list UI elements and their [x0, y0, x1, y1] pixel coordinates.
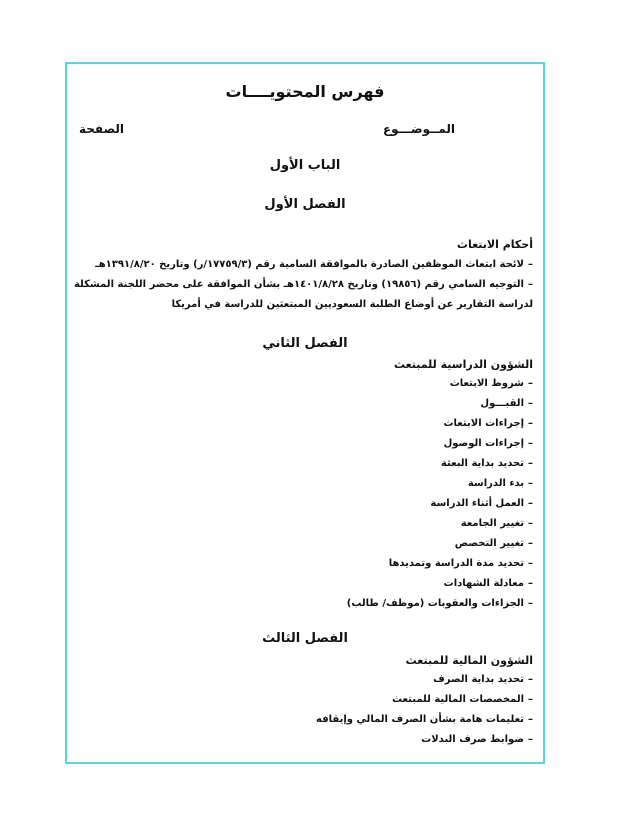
toc-item-label: تغيير التخصص: [454, 538, 524, 549]
chapter-heading: الفصل الثالث: [262, 631, 348, 646]
toc-item-label: الجزاءات والعقوبات (موظف/ طالب): [346, 598, 524, 609]
toc-item-label: القبـــول: [480, 398, 524, 409]
dash: –: [528, 438, 533, 449]
dash: –: [528, 279, 533, 290]
toc-item-label: لائحة ابتعاث الموظفين الصادرة بالموافقة السامية رقم (١٧٧٥٩/٣/ر) وتاريخ ١٣٩١/٨/٢٠هـ: [95, 259, 524, 270]
toc-item: [444, 578, 533, 589]
toc-item-label: تحديد بداية الصرف: [433, 674, 524, 685]
toc-item-continuation: [172, 299, 533, 310]
toc-item-label: تحديد مدة الدراسة وتمديدها: [388, 558, 524, 569]
dash: –: [528, 259, 533, 270]
toc-item: [392, 694, 533, 705]
dash: –: [528, 538, 533, 549]
dash: –: [528, 498, 533, 509]
page-frame: [65, 62, 545, 764]
page-title: فهرس المحتويــــات: [225, 82, 385, 101]
toc-item-label: شروط الابتعاث: [449, 378, 524, 389]
dash: –: [528, 558, 533, 569]
section-heading: الشؤون المالية للمبتعث: [405, 654, 533, 667]
dash: –: [528, 378, 533, 389]
toc-item-label: تحديد بداية البعثة: [440, 458, 524, 469]
toc-item: [468, 478, 533, 489]
section-heading: أحكام الابتعاث: [456, 238, 533, 251]
toc-item-label: تعليمات هامة بشأن الصرف المالي وإيقافه: [316, 714, 524, 725]
toc-item-label: تغيير الجامعة: [460, 518, 524, 529]
toc-item-label: إجراءات الابتعاث: [443, 418, 524, 429]
dash: –: [528, 578, 533, 589]
toc-item-label: ضوابط صرف البدلات: [421, 734, 524, 745]
toc-item: [443, 418, 533, 429]
toc-item-label: التوجيه السامي رقم (١٩٨٥٦) وتاريخ ١٤٠١/٨/٢٨هـ بشأن الموافقة على محضر اللجنة المشكلة: [73, 279, 524, 290]
dash: –: [528, 674, 533, 685]
toc-item-label: إجراءات الوصول: [443, 438, 524, 449]
dash: –: [528, 734, 533, 745]
toc-item-label: المخصصات المالية للمبتعث: [391, 694, 524, 705]
toc-item: [421, 734, 533, 745]
toc-item: [461, 518, 533, 529]
toc-item: [95, 259, 533, 270]
dash: –: [528, 714, 533, 725]
toc-item: [316, 714, 533, 725]
dash: –: [528, 598, 533, 609]
section-heading: الشؤون الدراسية للمبتعث: [393, 358, 533, 371]
toc-item-label: بدء الدراسة: [467, 478, 524, 489]
toc-item: [347, 598, 533, 609]
dash: –: [528, 518, 533, 529]
toc-item: [74, 279, 533, 290]
dash: –: [528, 398, 533, 409]
part-heading: الباب الأول: [269, 158, 341, 173]
chapter-heading: الفصل الثاني: [262, 336, 348, 351]
dash: –: [528, 694, 533, 705]
toc-item-label: لدراسة التقارير عن أوضاع الطلبة السعوديين المبتعثين للدراسة في أمريكا: [171, 299, 533, 310]
toc-item: [430, 498, 533, 509]
toc-item: [389, 558, 533, 569]
toc-item: [444, 438, 533, 449]
toc-item: [450, 378, 533, 389]
page-column-label: الصفحة: [79, 122, 125, 136]
subject-column-label: المــوضـــوع: [382, 122, 455, 136]
dash: –: [528, 478, 533, 489]
toc-item: [455, 538, 533, 549]
toc-item-label: العمل أثناء الدراسة: [430, 498, 524, 509]
toc-item: [433, 674, 533, 685]
toc-item: [480, 398, 533, 409]
dash: –: [528, 458, 533, 469]
toc-item-label: معادلة الشهادات: [443, 578, 524, 589]
dash: –: [528, 418, 533, 429]
chapter-heading: الفصل الأول: [264, 197, 346, 212]
toc-item: [441, 458, 533, 469]
